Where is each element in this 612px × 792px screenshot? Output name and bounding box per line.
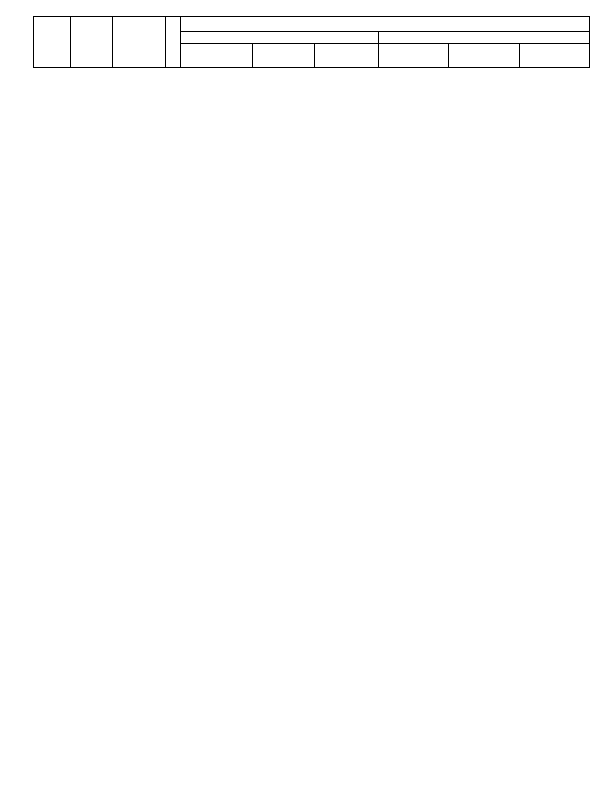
header-boys <box>181 32 379 44</box>
header-boys-low <box>181 44 252 68</box>
header-girls-mid <box>449 44 519 68</box>
header-test <box>113 17 166 68</box>
header-age <box>166 17 181 68</box>
norms-table <box>33 16 590 68</box>
header-num <box>34 17 71 68</box>
header-level <box>181 17 590 32</box>
header-girls <box>379 32 590 44</box>
header-boys-mid <box>252 44 314 68</box>
header-girls-high <box>519 44 589 68</box>
header-boys-high <box>314 44 378 68</box>
header-girls-low <box>379 44 449 68</box>
header-quality <box>70 17 113 68</box>
